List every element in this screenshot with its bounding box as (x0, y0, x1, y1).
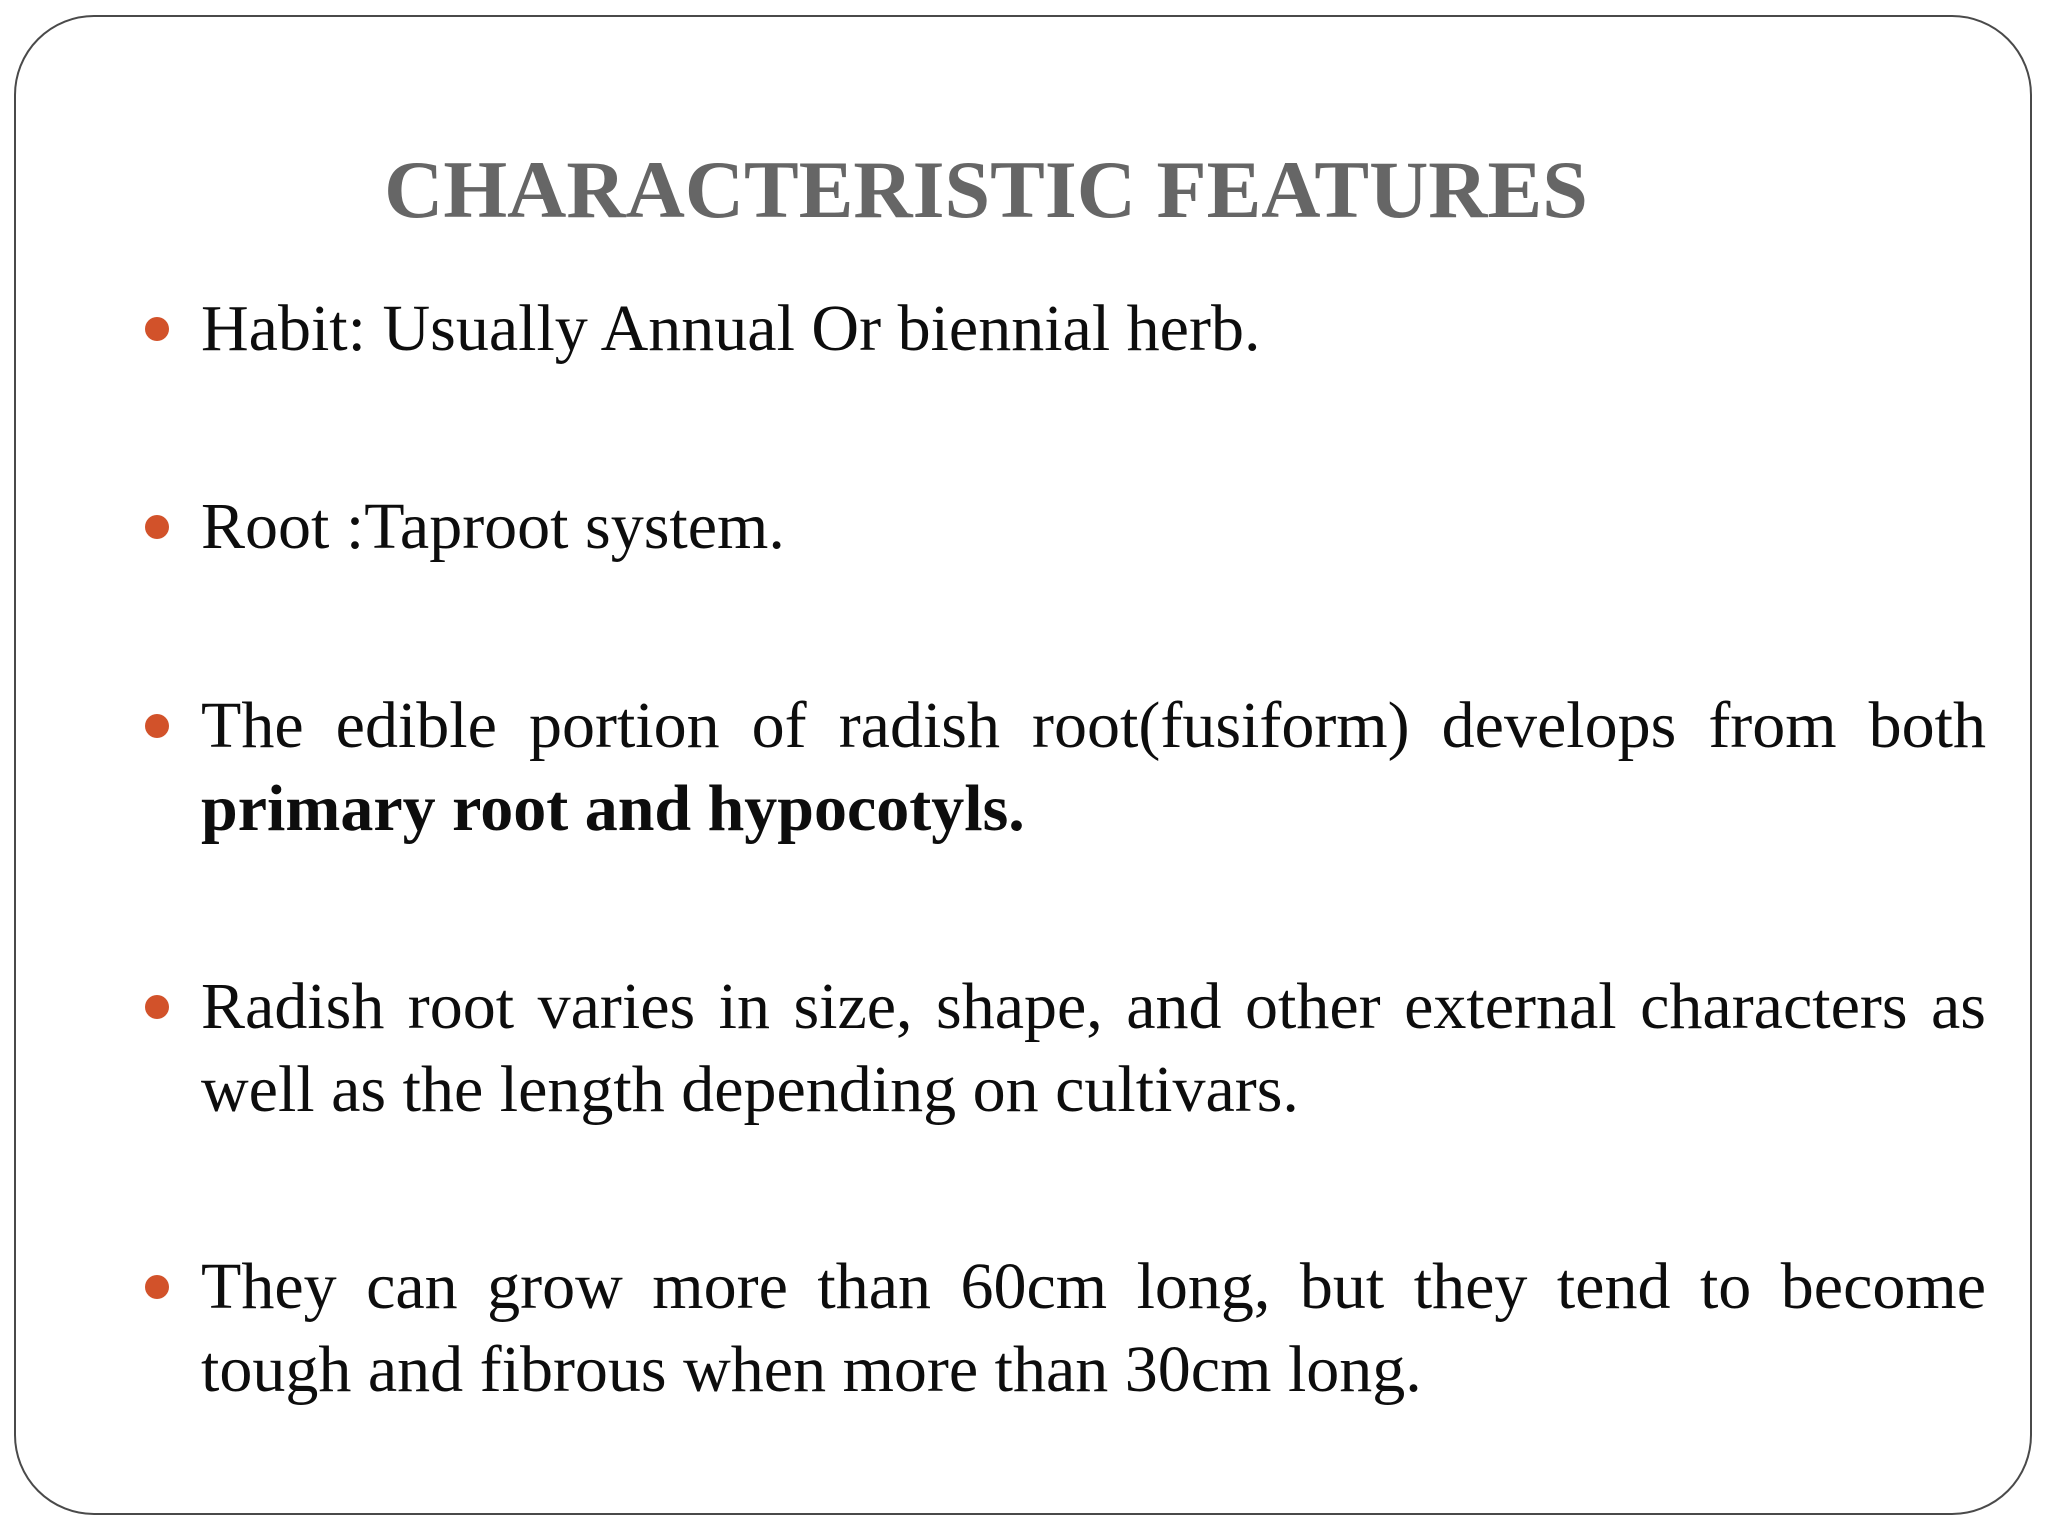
bullet-item-edible-portion (201, 684, 1986, 850)
bullet-icon (145, 714, 169, 738)
bullet-item-root-variation (201, 965, 1986, 1131)
bullet-icon (145, 1275, 169, 1299)
slide-title: CHARACTERISTIC FEATURES (384, 144, 1588, 235)
bullet-icon (145, 317, 169, 341)
bullet-bold-text: primary root and hypocotyls. (201, 772, 1025, 845)
bullet-text: They can grow more than 60cm long, but they tend to become tough and fibrous when more than 30cm long. (201, 1250, 1986, 1406)
bullet-item-habit (201, 287, 1986, 370)
bullet-icon (145, 515, 169, 539)
bullet-text: Habit: Usually Annual Or biennial herb. (201, 292, 1261, 365)
bullet-icon (145, 995, 169, 1019)
bullet-text: Radish root varies in size, shape, and other external characters as well as the length depending on cultivars. (201, 970, 1986, 1126)
slide-frame (14, 15, 2032, 1515)
bullet-text: Root :Taproot system. (201, 490, 785, 563)
bullet-text: The edible portion of radish root(fusiform) develops from both (201, 689, 1986, 762)
bullet-item-length (201, 1245, 1986, 1411)
bullet-item-root (201, 485, 1986, 568)
